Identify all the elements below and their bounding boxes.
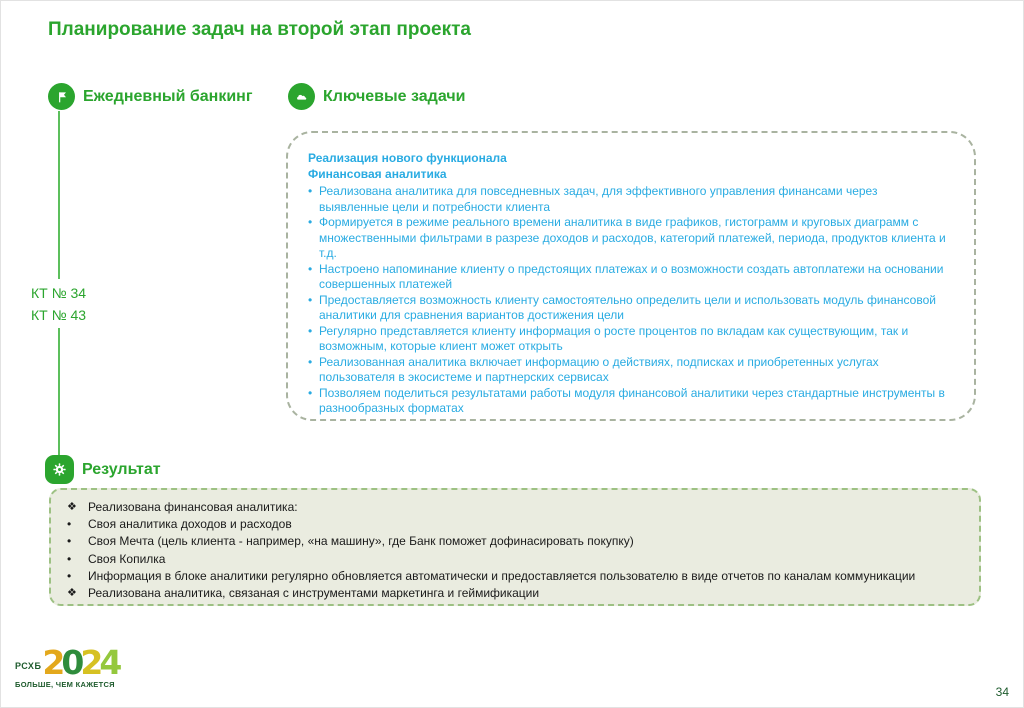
result-panel: [49, 488, 981, 606]
bullet-marker: •: [308, 184, 313, 198]
result-item: [65, 516, 965, 533]
key-tasks-panel: [286, 131, 976, 421]
milestone-kt-34: КТ № 34: [31, 285, 87, 301]
list-item: [308, 324, 946, 355]
bullet-marker: ❖: [67, 587, 77, 600]
list-item: [308, 215, 946, 262]
daily-banking-label: Ежедневный банкинг: [83, 87, 253, 105]
result-item: [65, 568, 965, 585]
bullet-marker: •: [67, 517, 72, 532]
bullet-marker: •: [308, 292, 313, 307]
section-daily-banking: [48, 83, 252, 110]
bullet-marker: •: [67, 551, 72, 566]
logo-top-row: [15, 643, 135, 682]
list-item: [308, 184, 946, 215]
bullet-marker: •: [308, 354, 313, 369]
flag-icon: [48, 83, 75, 110]
result-item: [65, 551, 965, 568]
bullet-marker: •: [308, 385, 313, 400]
bullet-text: Реализованная аналитика включает информацию о действиях, подписках и приобретенных услугах пользователя в экосистеме и партнерских сервисах: [319, 354, 879, 384]
logo-digit: 0: [61, 643, 81, 682]
result-text: Реализована аналитика, связаная с инструментами маркетинга и геймификации: [88, 586, 540, 601]
bullet-marker: •: [308, 215, 313, 229]
list-item: [308, 262, 946, 293]
timeline-connector-top: [58, 111, 60, 279]
logo-tagline: БОЛЬШЕ, ЧЕМ КАЖЕТСЯ: [15, 680, 115, 689]
tasks-heading-1: Реализация нового функционала: [308, 151, 507, 165]
bullet-marker: •: [67, 568, 72, 583]
page-number: 34: [995, 685, 1009, 699]
milestone-kt-43: КТ № 43: [31, 307, 87, 323]
milestone-labels: [31, 280, 90, 328]
bullet-marker: ❖: [67, 501, 77, 513]
bullet-text: Настроено напоминание клиенту о предстоящих платежах и о возможности создать автоплатежи на основании совершенных платежей: [319, 261, 944, 291]
result-label: Результат: [82, 460, 161, 478]
result-item: [65, 585, 965, 602]
bullet-text: Предоставляется возможность клиенту самостоятельно определить цели и использовать модуль финансовой аналитики для сравнения вариантов достижения цели: [319, 292, 936, 322]
bullet-text: Позволяем поделиться результатами работы модуля финансовой аналитики через стандартные инструменты в разнообразных форматах: [319, 385, 945, 415]
gear-icon: [45, 455, 74, 484]
result-text: Своя Копилка: [88, 551, 166, 566]
logo-digit: 2: [80, 643, 100, 682]
bullet-text: Регулярно представляется клиенту информация о росте процентов по вкладам как существующим, так и возможным, которые клиент может открыть: [319, 323, 909, 353]
list-item: [308, 386, 946, 417]
bullet-marker: •: [308, 261, 313, 276]
logo-year: [42, 643, 119, 682]
section-result: [45, 455, 161, 484]
timeline-connector-bottom: [58, 324, 60, 457]
key-tasks-content: [308, 151, 946, 417]
bullet-text: Формируется в режиме реального времени аналитика в виде графиков, гистограмм и круговых диаграмм с множественными фильтрами в разрезе доходов и расходов, категорий платежей, периода, продуктов клиента и т.д.: [319, 215, 946, 260]
result-text: Своя аналитика доходов и расходов: [88, 517, 292, 532]
tasks-bullet-list: [308, 184, 946, 417]
cloud-icon: [288, 83, 315, 110]
tasks-heading-2: Финансовая аналитика: [308, 166, 447, 181]
rshb-2024-logo: [15, 643, 135, 689]
section-key-tasks: [288, 83, 465, 110]
list-item: [308, 293, 946, 324]
logo-digit: 2: [42, 643, 62, 682]
page-title: Планирование задач на второй этап проекта: [48, 19, 471, 40]
bullet-text: Реализована аналитика для повседневных задач, для эффективного управления финансами через выявленные цели и потребности клиента: [319, 184, 878, 214]
bullet-marker: •: [67, 534, 72, 549]
logo-digit: 4: [99, 643, 119, 682]
result-text: Своя Мечта (цель клиента - например, «на машину», где Банк поможет дофинасировать покупку): [88, 534, 634, 549]
result-text: Информация в блоке аналитики регулярно обновляется автоматически и предоставляется пользователю в виде отчетов по каналам коммуникации: [88, 568, 916, 583]
list-item: [308, 355, 946, 386]
result-text: Реализована финансовая аналитика:: [88, 500, 298, 514]
result-item: [65, 499, 965, 516]
logo-brand-text: РСХБ: [15, 660, 42, 671]
result-item: [65, 533, 965, 550]
key-tasks-label: Ключевые задачи: [323, 87, 466, 105]
bullet-marker: •: [308, 323, 313, 338]
